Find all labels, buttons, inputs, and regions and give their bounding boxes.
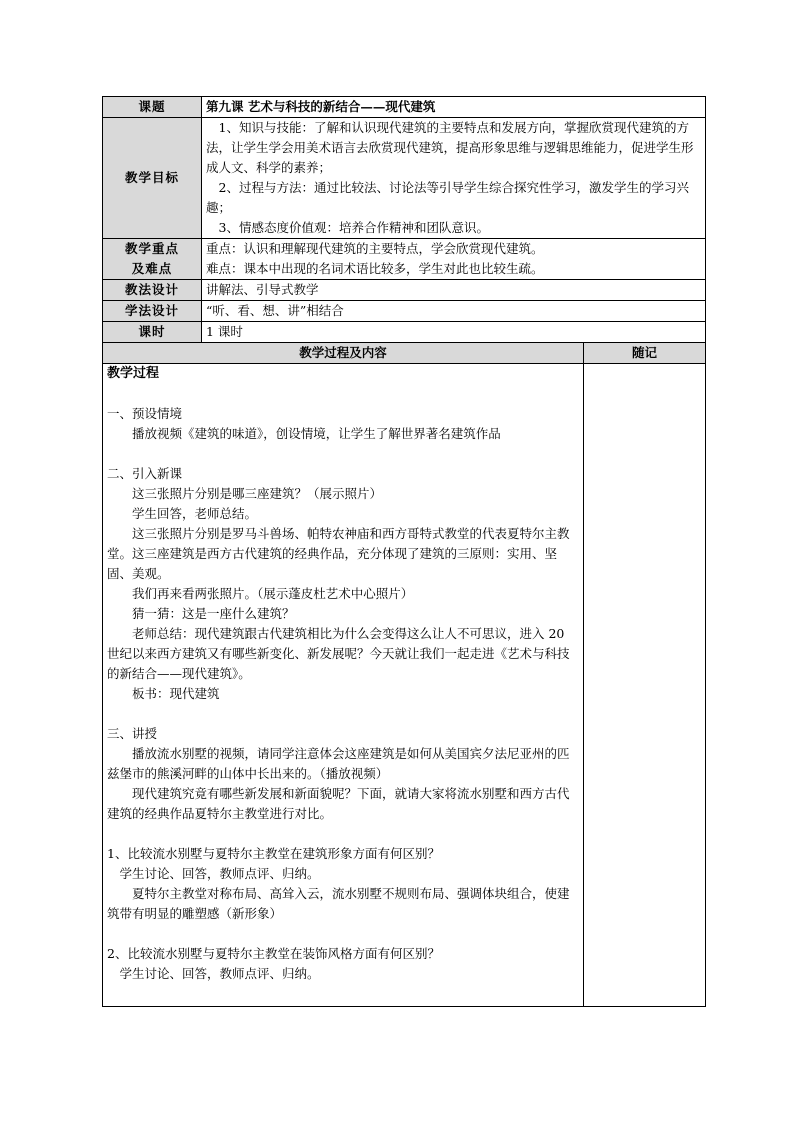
section3-heading: 三、讲授: [107, 726, 158, 741]
learning-method-row: [103, 301, 706, 322]
process-title: 教学过程: [107, 366, 160, 381]
topic-label: 课题: [103, 97, 202, 118]
process-row: [103, 364, 706, 1007]
section2-paragraph: 我们再来看两张照片。（展示蓬皮杜艺术中心照片）: [132, 586, 414, 601]
section2-paragraph: 板书：现代建筑: [132, 686, 220, 701]
hours-value: 1 课时: [202, 322, 706, 343]
objectives-label: 教学目标: [103, 118, 202, 239]
question-2-activity: 学生讨论、回答，教师点评、归纳。: [119, 966, 320, 981]
teaching-method-label: 教法设计: [103, 280, 202, 301]
objective-process: 2、过程与方法：通过比较法、讨论法等引导学生综合探究性学习，激发学生的学习兴趣；: [206, 180, 689, 215]
notes-column: [584, 364, 706, 1007]
key-point: 重点：认识和理解现代建筑的主要特点，学会欣赏现代建筑。: [206, 241, 544, 256]
section2-paragraph: 这三张照片分别是哪三座建筑？（展示照片）: [132, 486, 383, 501]
section2-paragraph: 老师总结：现代建筑跟古代建筑相比为什么会变得这么让人不可思议，进入 20 世纪以来西方建筑又有哪些新变化、新发展呢？今天就让我们一起走进《艺术与科技的新结合——现代建筑》。: [107, 626, 570, 681]
question-1-answer: 夏特尔主教堂对称布局、高耸入云，流水别墅不规则布局、强调体块组合，使建筑带有明显的雕塑感（新形象）: [107, 886, 570, 921]
question-1: 1、比较流水别墅与夏特尔主教堂在建筑形象方面有何区别？: [107, 846, 440, 861]
spacer: [107, 924, 579, 944]
difficult-point: 难点：课本中出现的名词术语比较多，学生对此也比较生疏。: [206, 261, 544, 276]
topic-row: [103, 97, 706, 118]
teaching-method-row: [103, 280, 706, 301]
objective-knowledge: 1、知识与技能：了解和认识现代建筑的主要特点和发展方向，掌握欣赏现代建筑的方法，让学生学会用美术语言去欣赏现代建筑，提高形象思维与逻辑思维能力，促进学生形成人文、科学的素养；: [206, 120, 694, 175]
learning-method-label: 学法设计: [103, 301, 202, 322]
topic-value: 第九课 艺术与科技的新结合——现代建筑: [202, 97, 706, 118]
key-points-row: [103, 239, 706, 280]
section3-paragraph: 播放流水别墅的视频，请同学注意体会这座建筑是如何从美国宾夕法尼亚州的匹兹堡市的熊溪河畔的山体中长出来的。（播放视频）: [107, 746, 570, 781]
spacer: [107, 824, 579, 844]
section2-paragraph: 学生回答，老师总结。: [132, 506, 258, 521]
section2-paragraph: 这三张照片分别是罗马斗兽场、帕特农神庙和西方哥特式教堂的代表夏特尔主教堂。这三座建筑是西方古代建筑的经典作品，充分体现了建筑的三原则：实用、坚固、美观。: [107, 526, 570, 581]
key-points-content: [202, 239, 706, 280]
teaching-method-value: 讲解法、引导式教学: [202, 280, 706, 301]
section1-paragraph: 播放视频《建筑的味道》，创设情境，让学生了解世界著名建筑作品: [132, 426, 501, 441]
section2-paragraph: 猜一猜：这是一座什么建筑？: [132, 606, 295, 621]
process-header-row: [103, 343, 706, 364]
objectives-row: [103, 118, 706, 239]
objectives-content: [202, 118, 706, 239]
question-2: 2、比较流水别墅与夏特尔主教堂在装饰风格方面有何区别？: [107, 946, 440, 961]
key-points-label: 教学重点 及难点: [103, 239, 202, 280]
section2-heading: 二、引入新课: [107, 466, 183, 481]
lesson-plan-table: [102, 96, 706, 1007]
hours-row: [103, 322, 706, 343]
section3-paragraph: 现代建筑究竟有哪些新发展和新面貌呢？下面，就请大家将流水别墅和西方古代建筑的经典作品夏特尔主教堂进行对比。: [107, 786, 570, 821]
objective-attitude: 3、情感态度价值观：培养合作精神和团队意识。: [218, 220, 489, 235]
process-header-notes: 随记: [584, 343, 706, 364]
process-content: [103, 364, 584, 1007]
hours-label: 课时: [103, 322, 202, 343]
question-1-activity: 学生讨论、回答，教师点评、归纳。: [119, 866, 320, 881]
process-header-main: 教学过程及内容: [103, 343, 584, 364]
learning-method-value: “听、看、想、讲”相结合: [202, 301, 706, 322]
section1-heading: 一、预设情境: [107, 406, 183, 421]
spacer: [107, 444, 579, 464]
spacer: [107, 704, 579, 724]
